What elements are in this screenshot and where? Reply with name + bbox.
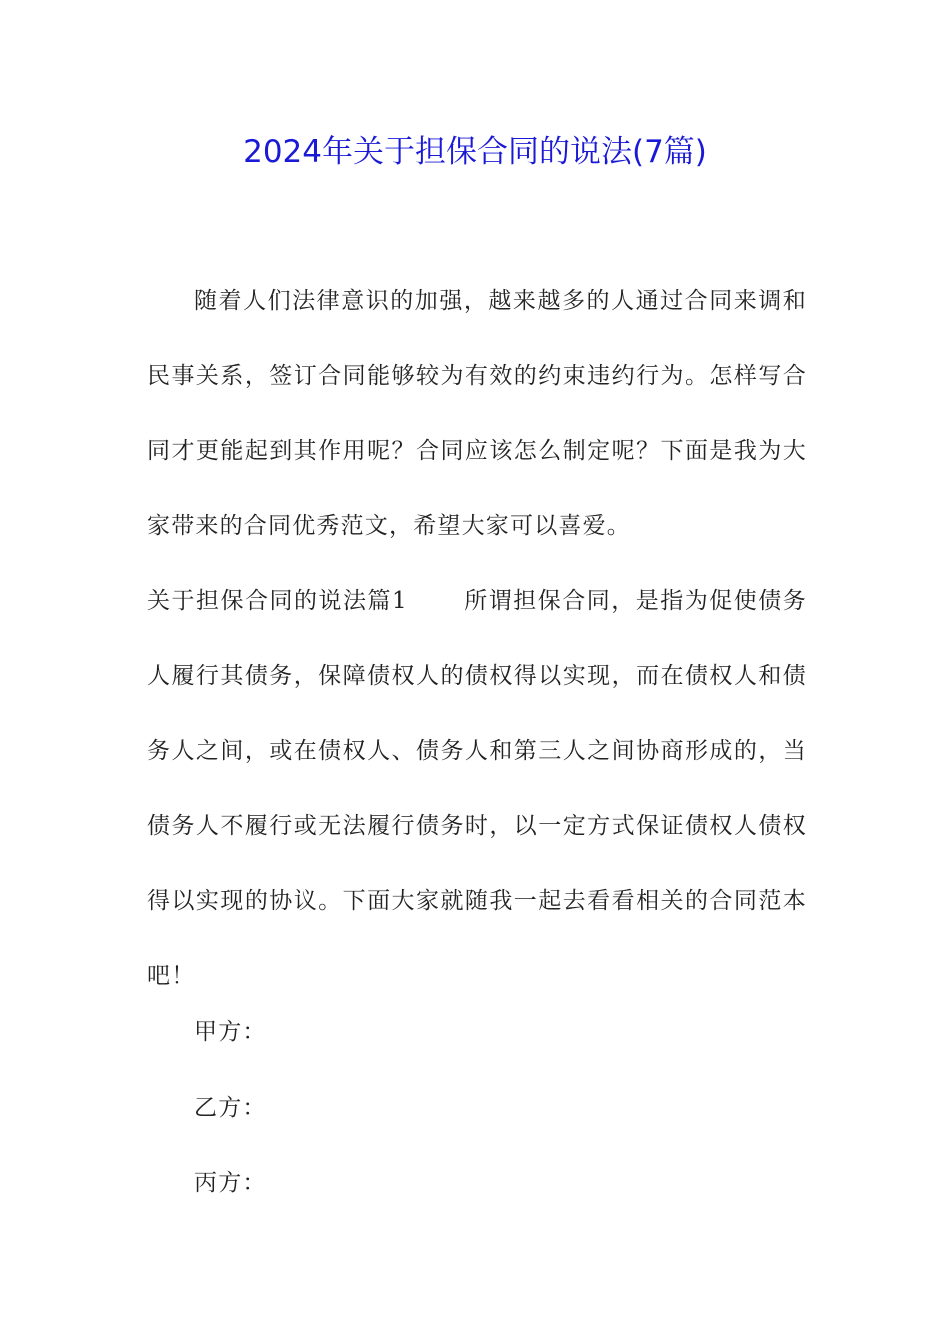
party-b-label: 乙方： — [194, 1095, 267, 1121]
intro-paragraph: 随着人们法律意识的加强，越来越多的人通过合同来调和民事关系，签订合同能够较为有效的约束违约行为。怎样写合同才更能起到其作用呢？合同应该怎么制定呢？下面是我为大家带来的合同优秀范文，希望大家可以喜爱。 — [147, 288, 807, 539]
party-c-label: 丙方： — [194, 1170, 267, 1196]
section-body: 所谓担保合同，是指为促使债务人履行其债务，保障债权人的债权得以实现，而在债权人和债务人之间，或在债权人、债务人和第三人之间协商形成的，当债务人不履行或无法履行债务时，以一定方式保证债权人债权得以实现的协议。下面大家就随我一起去看看相关的合同范本吧！ — [147, 588, 807, 989]
section-heading: 关于担保合同的说法篇1 — [147, 588, 408, 614]
section-paragraph — [147, 564, 807, 1014]
document-title: 2024年关于担保合同的说法(7篇) — [243, 134, 707, 170]
party-a-label: 甲方： — [194, 1019, 267, 1045]
